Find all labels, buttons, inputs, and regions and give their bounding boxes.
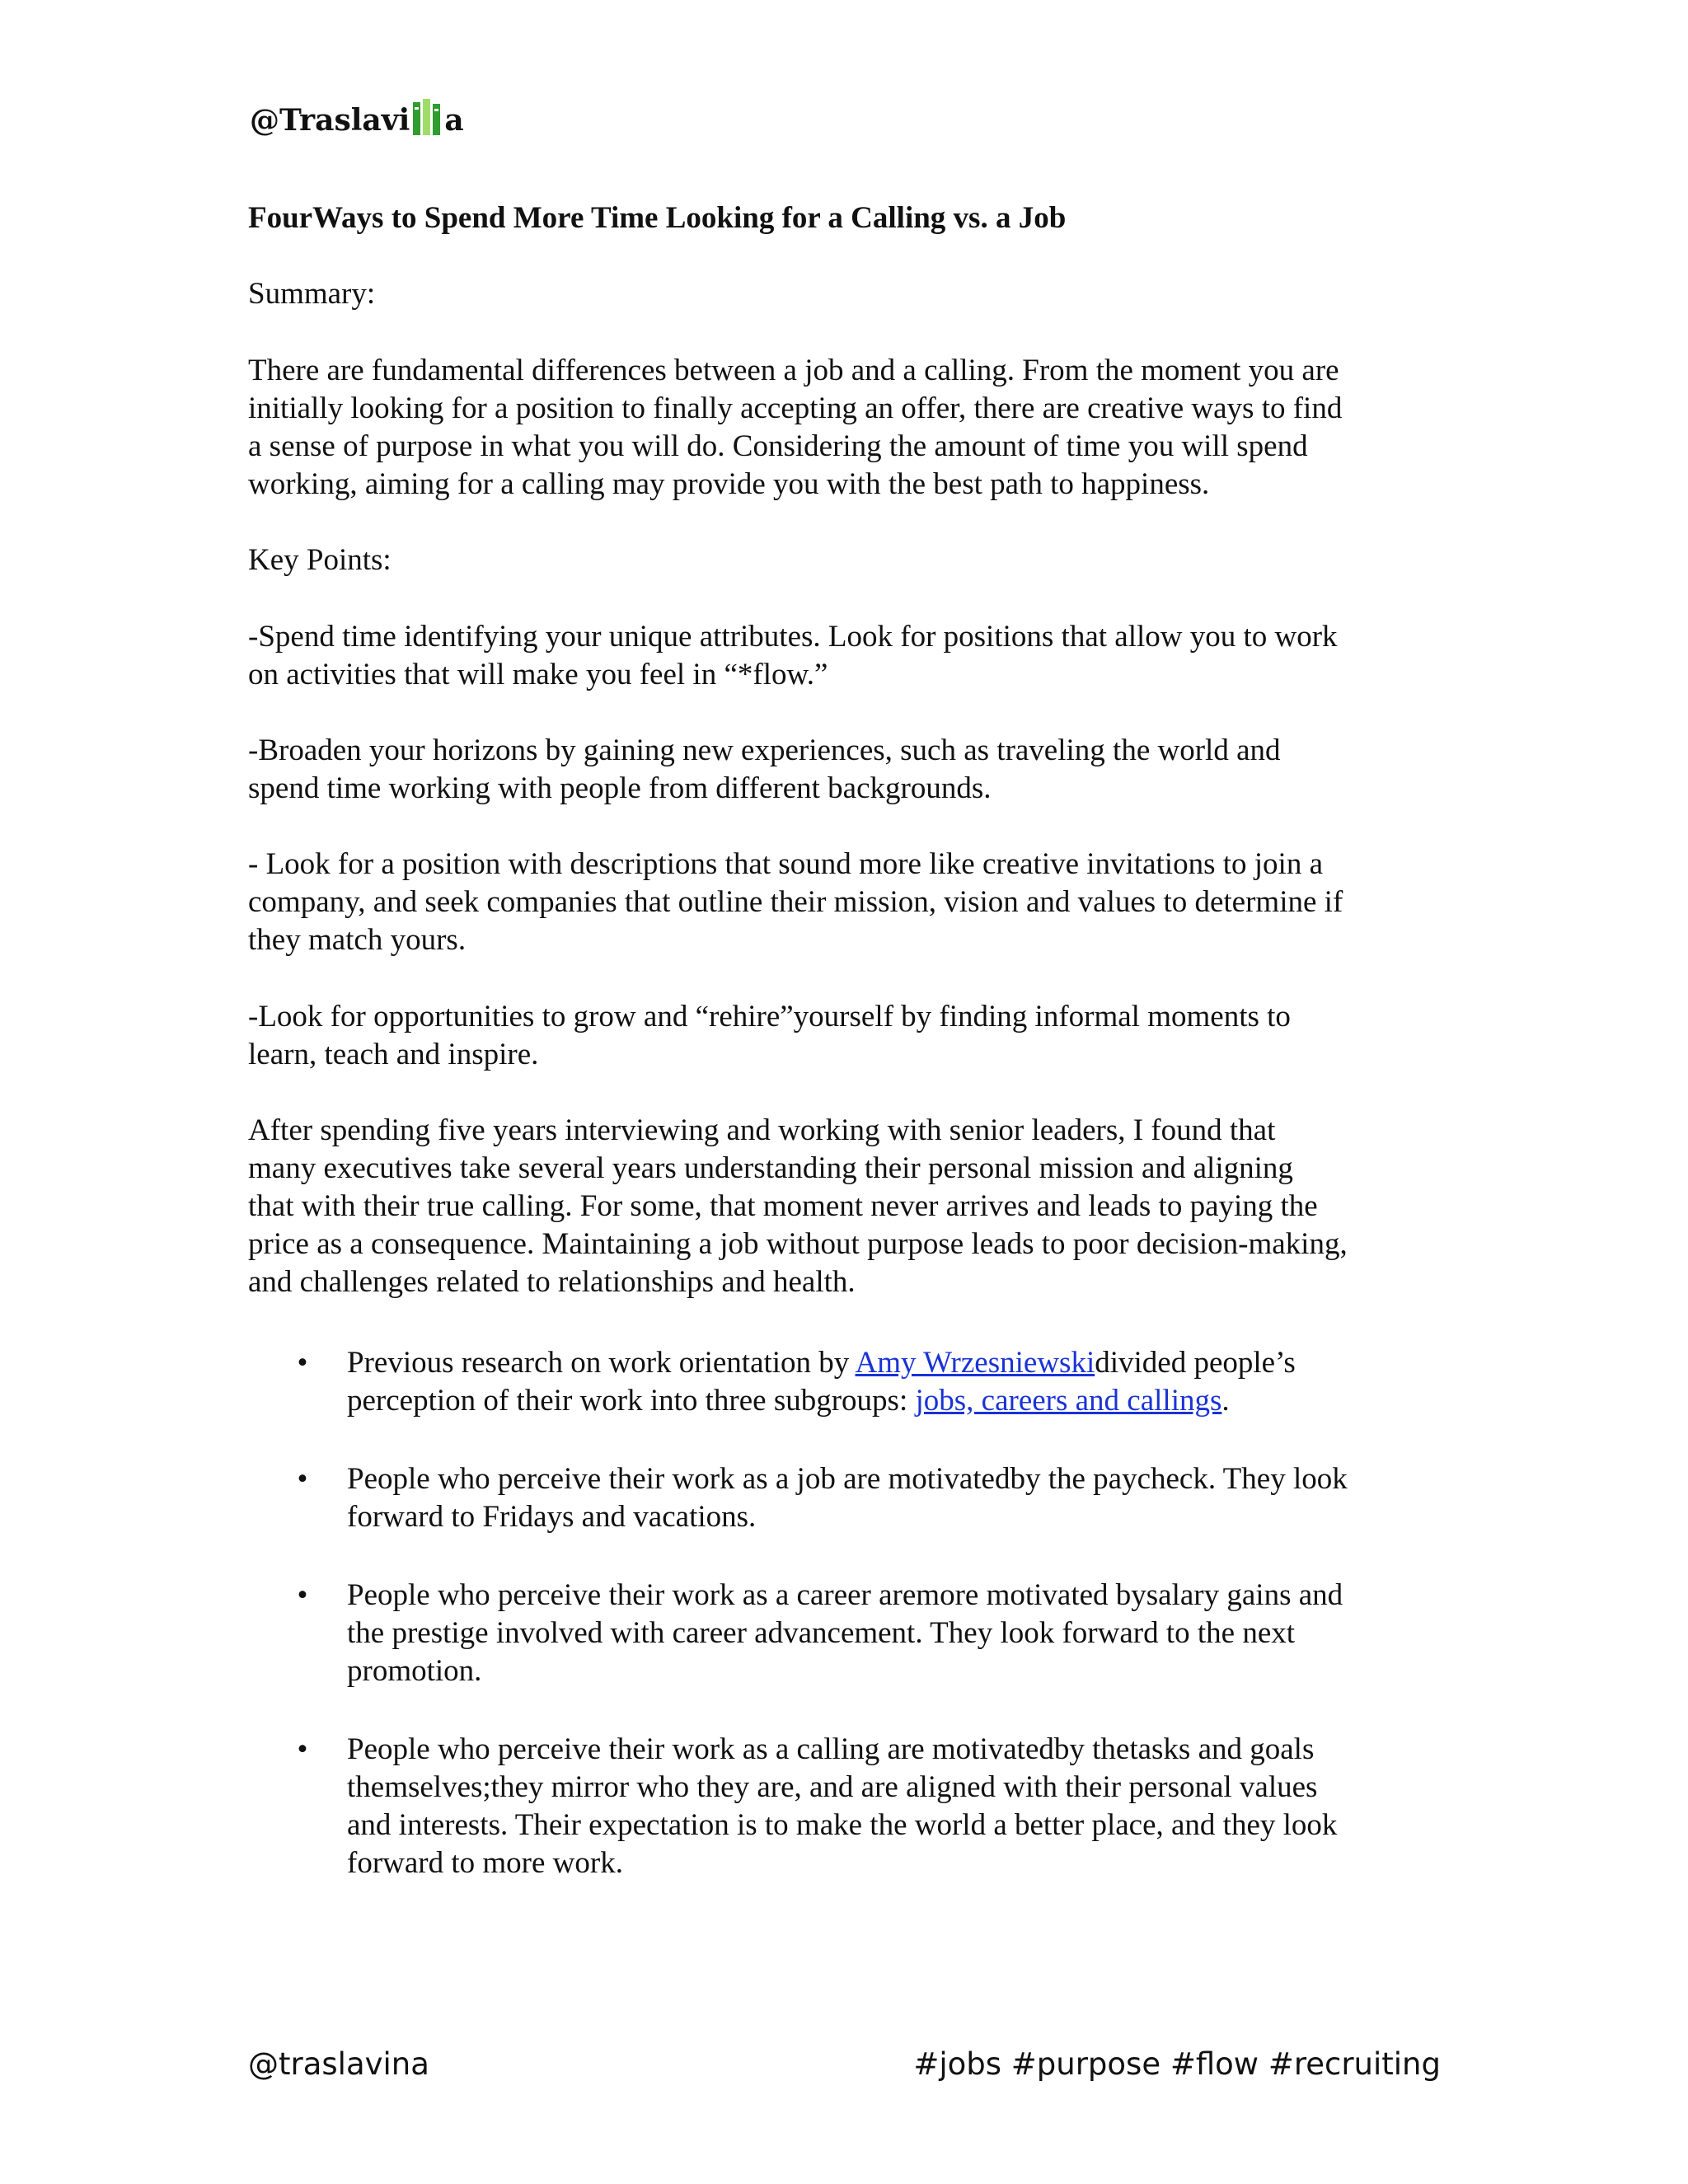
key-point-line: - Look for a position with descriptions that sound more like creative invitations to join a: [248, 847, 1323, 881]
bullet-line: forward to Fridays and vacations.: [347, 1500, 757, 1534]
summary-heading: Summary:: [248, 277, 376, 311]
bullet-line: People who perceive their work as a career aremore motivated bysalary gains and: [347, 1578, 1343, 1612]
bullet-text: [347, 1344, 1296, 1420]
key-points-heading: Key Points:: [248, 543, 392, 577]
subgroups-link[interactable]: jobs, careers and callings: [915, 1384, 1222, 1418]
body-paragraph: [248, 1112, 1451, 1301]
key-point: [248, 618, 1451, 694]
footer-hashtags: #jobs #purpose #flow #recruiting: [913, 2046, 1441, 2082]
body-line: price as a consequence. Maintaining a job without purpose leads to poor decision-making,: [248, 1227, 1348, 1261]
bullet-text-segment: perception of their work into three subgroups:: [347, 1384, 916, 1418]
bullet-line: forward to more work.: [347, 1846, 623, 1880]
logo-text-suffix: a: [444, 103, 464, 138]
key-point: [248, 998, 1451, 1074]
author-link[interactable]: Amy Wrzesniewski: [855, 1346, 1095, 1380]
bullet-line: [347, 1382, 1296, 1420]
body-line: After spending five years interviewing and working with senior leaders, I found that: [248, 1113, 1276, 1147]
bullet-line: [347, 1344, 1296, 1382]
bullet-marker: •: [297, 1462, 308, 1496]
key-point: [248, 846, 1451, 959]
key-point-line: on activities that will make you feel in “*flow.”: [248, 658, 828, 691]
summary-line: There are fundamental differences between a job and a calling. From the moment you are: [248, 354, 1339, 387]
summary-line: a sense of purpose in what you will do. Considering the amount of time you will spend: [248, 429, 1308, 463]
logo: [250, 95, 464, 146]
logo-books-icon: [411, 97, 443, 137]
bullet-marker: •: [297, 1732, 308, 1766]
body-line: and challenges related to relationships and health.: [248, 1265, 856, 1299]
bullet-text-segment: .: [1221, 1384, 1230, 1418]
document-title: FourWays to Spend More Time Looking for a Calling vs. a Job: [248, 201, 1067, 235]
bullet-text: [347, 1577, 1343, 1690]
key-point-line: spend time working with people from different backgrounds.: [248, 771, 992, 805]
key-point: [248, 732, 1451, 808]
key-point-line: -Spend time identifying your unique attributes. Look for positions that allow you to work: [248, 620, 1338, 654]
footer-handle: @traslavina: [248, 2046, 429, 2082]
key-point-line: they match yours.: [248, 923, 467, 957]
body-line: many executives take several years understanding their personal mission and aligning: [248, 1151, 1293, 1185]
key-point-line: learn, teach and inspire.: [248, 1038, 539, 1071]
bullet-line: People who perceive their work as a calling are motivatedby thetasks and goals: [347, 1732, 1315, 1766]
bullet-text-segment: divided people’s: [1095, 1346, 1296, 1380]
bullet-line: promotion.: [347, 1654, 482, 1688]
bullet-line: and interests. Their expectation is to make the world a better place, and they look: [347, 1808, 1338, 1842]
bullet-marker: •: [297, 1578, 308, 1612]
bullet-marker: •: [297, 1346, 308, 1380]
body-line: that with their true calling. For some, that moment never arrives and leads to paying the: [248, 1189, 1318, 1223]
bullet-text: [347, 1731, 1337, 1882]
key-point-line: -Broaden your horizons by gaining new experiences, such as traveling the world and: [248, 733, 1281, 767]
bullet-text-segment: Previous research on work orientation by: [347, 1346, 856, 1380]
summary-paragraph: [248, 352, 1451, 504]
key-point-line: -Look for opportunities to grow and “rehire”yourself by finding informal moments to: [248, 1000, 1291, 1033]
bullet-line: themselves;they mirror who they are, and are aligned with their personal values: [347, 1770, 1318, 1804]
key-point-line: company, and seek companies that outline their mission, vision and values to determine if: [248, 885, 1343, 919]
bullet-line: the prestige involved with career advancement. They look forward to the next: [347, 1616, 1296, 1650]
summary-line: initially looking for a position to finally accepting an offer, there are creative ways to find: [248, 391, 1343, 425]
summary-line: working, aiming for a calling may provide you with the best path to happiness.: [248, 467, 1210, 501]
bullet-text: [347, 1460, 1348, 1536]
logo-text-prefix: @Traslavi: [250, 103, 410, 138]
bullet-line: People who perceive their work as a job are motivatedby the paycheck. They look: [347, 1462, 1348, 1496]
